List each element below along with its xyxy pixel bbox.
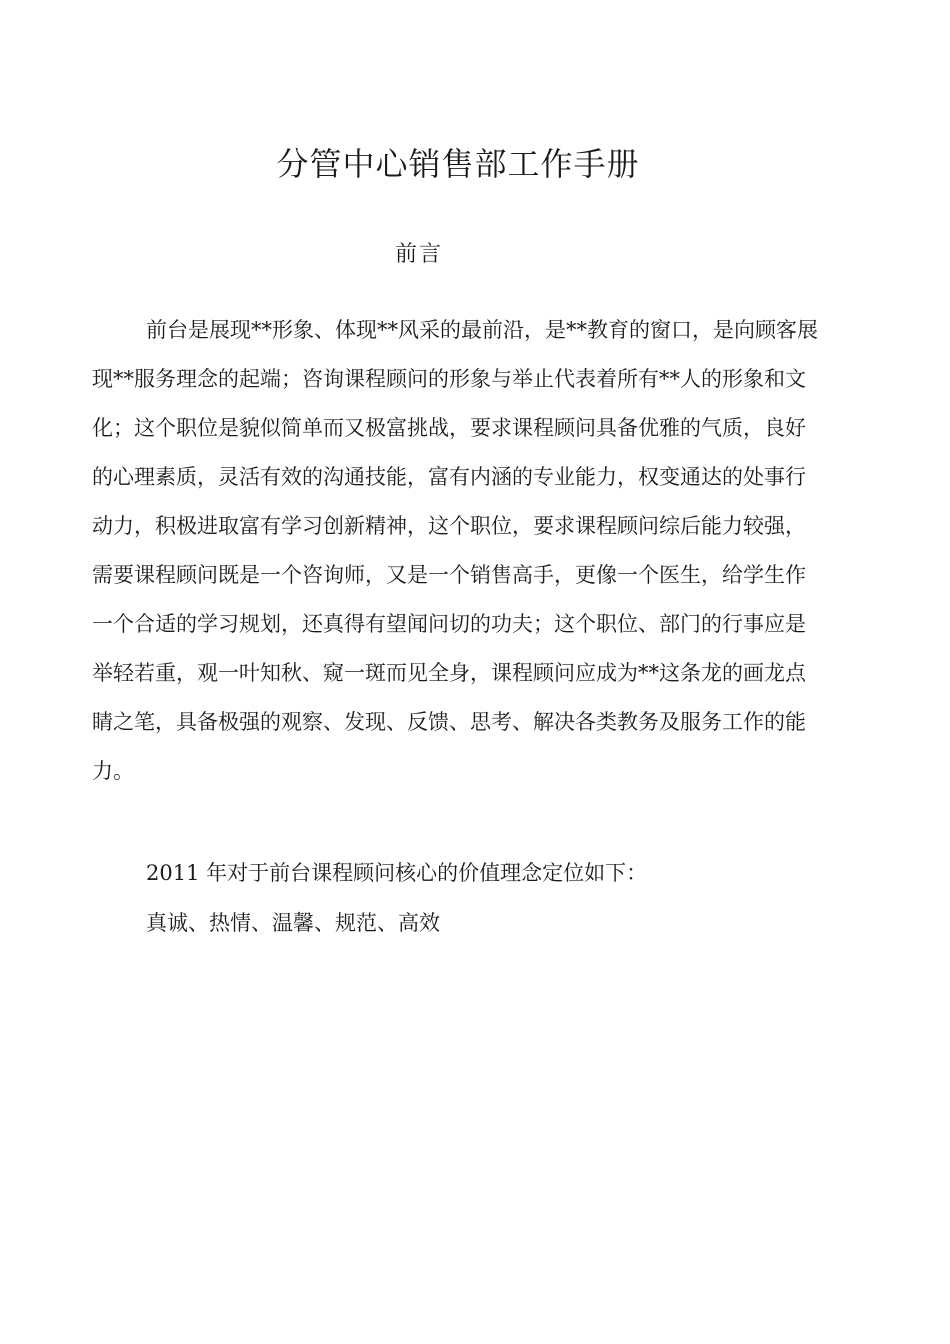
preface-line: 现**服务理念的起端；咨询课程顾问的形象与举止代表着所有**人的形象和文 (92, 367, 806, 391)
values-list: 真诚、热情、温馨、规范、高效 (146, 911, 440, 935)
preface-line: 化；这个职位是貌似简单而又极富挑战，要求课程顾问具备优雅的气质，良好 (92, 416, 806, 440)
preface-paragraph (92, 306, 858, 796)
preface-line: 动力，积极进取富有学习创新精神，这个职位，要求课程顾问综后能力较强， (92, 514, 806, 538)
preface-line: 前台是展现**形象、体现**风采的最前沿，是**教育的窗口，是向顾客展 (146, 318, 818, 342)
preface-line: 力。 (92, 759, 134, 783)
preface-line: 举轻若重，观一叶知秋、窥一斑而见全身，课程顾问应成为**这条龙的画龙点 (92, 661, 806, 685)
preface-line: 的心理素质，灵活有效的沟通技能，富有内涵的专业能力，权变通达的处事行 (92, 465, 806, 489)
preface-line: 睛之笔，具备极强的观察、发现、反馈、思考、解决各类教务及服务工作的能 (92, 710, 806, 734)
values-intro: 2011 年对于前台课程顾问核心的价值理念定位如下： (146, 861, 648, 885)
preface-line: 需要课程顾问既是一个咨询师，又是一个销售高手，更像一个医生，给学生作 (92, 563, 806, 587)
preface-line: 一个合适的学习规划，还真得有望闻问切的功夫；这个职位、部门的行事应是 (92, 612, 806, 636)
preface-heading: 前言 (395, 242, 444, 267)
document-title: 分管中心销售部工作手册 (276, 145, 640, 183)
